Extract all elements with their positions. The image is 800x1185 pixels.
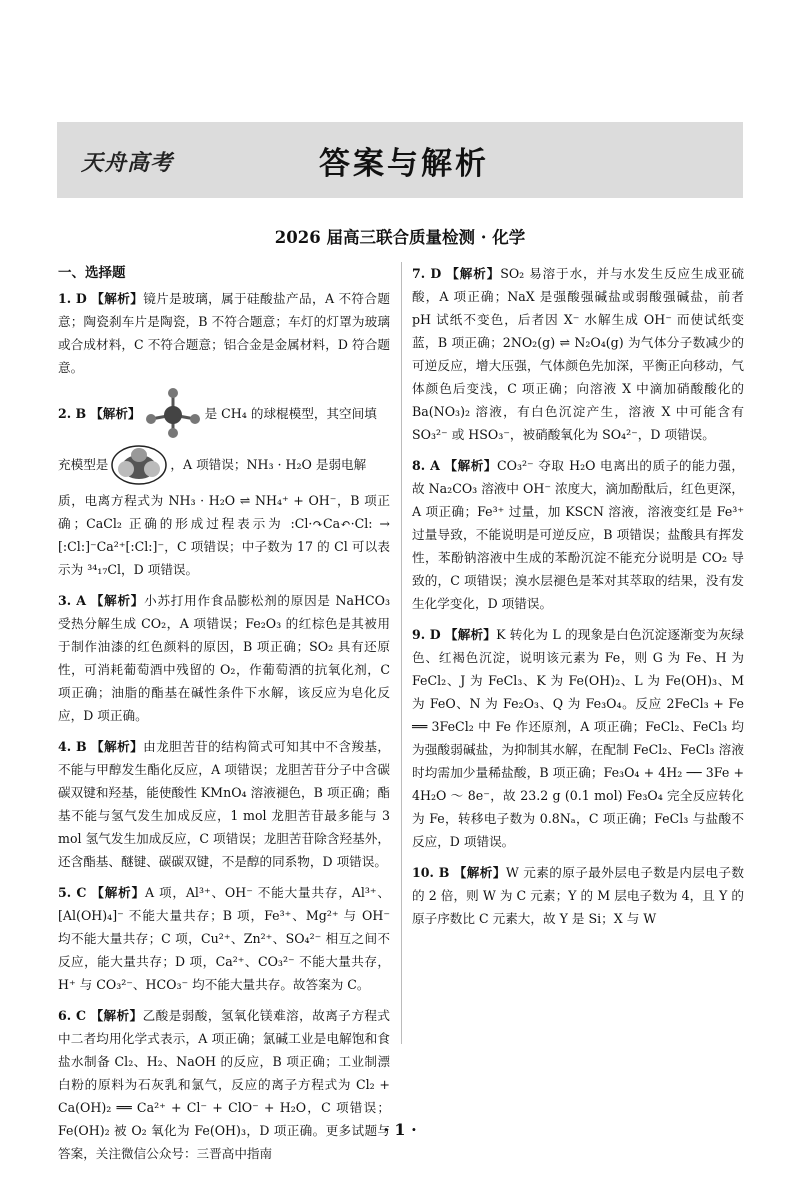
brand-logo: 天舟高考 xyxy=(81,151,174,176)
answer-item-2 xyxy=(58,387,390,581)
answer-number: 8. A xyxy=(412,458,440,473)
answer-item-6 xyxy=(58,1004,390,1165)
answer-text: 镜片是玻璃，属于硅酸盐产品，A 不符合题意；陶瓷刹车片是陶瓷，B 不符合题意；车灯的灯罩为玻璃或合成材料，C 不符合题意；铝合金是金属材料，D 符合题意。 xyxy=(58,291,390,375)
column-divider xyxy=(401,262,402,1044)
answer-text: SO₂ 易溶于水，并与水发生反应生成亚硫酸，A 项正确；NaX 是强酸强碱盐或弱酸强碱盐，前者 pH 试纸不变色，后者因 X⁻ 水解生成 OH⁻ 而使试纸变蓝，B 项正确；2NO₂(g) ⇌ N₂O₄(g) 为气体分子数减少的可逆反应，增大压强，气体颜色先加深，平衡正向移动，气体颜色后变浅，C 项正确；向溶液 X 中滴加硝酸酸化的 Ba(NO₃)₂ 溶液，有白色沉淀产生，溶液 X 中可能含有 SO₃²⁻ 或 HSO₃⁻，被硝酸氧化为 SO₄²⁻，D 项错误。 xyxy=(412,266,745,442)
analysis-tag: 【解析】 xyxy=(453,865,506,880)
answer-number: 4. B xyxy=(58,739,87,754)
answer-text: CO₃²⁻ 夺取 H₂O 电离出的质子的能力强，故 Na₂CO₃ 溶液中 OH⁻ 浓度大，滴加酚酞后，红色更深，A 项正确；Fe³⁺ 过量，加 KSCN 溶液，溶液变红是 Fe³⁺ 过量导致，不能说明是可逆反应，B 项错误；盐酸具有挥发性，苯酚钠溶液中生成的苯酚沉淀不能充分说明是 CO₂ 导致的，C 项错误；溴水层褪色是苯对其萃取的结果，没有发生化学变化，D 项错误。 xyxy=(412,458,745,611)
analysis-tag: 【解析】 xyxy=(90,405,141,421)
answer-item-8 xyxy=(412,454,744,615)
answer-text: A 项，Al³⁺、OH⁻ 不能大量共存，Al³⁺、[Al(OH)₄]⁻ 不能大量共存；B 项，Fe³⁺、Mg²⁺ 与 OH⁻ 均不能大量共存；C 项，Cu²⁺、Zn²⁺、SO₄²⁻ 相互之间不反应，能大量共存；D 项，Ca²⁺、CO₃²⁻ 不能大量共存，H⁺ 与 CO₃²⁻、HCO₃⁻ 均不能大量共存。故答案为 C。 xyxy=(58,885,391,992)
answer-number: 6. C xyxy=(58,1008,87,1023)
section-title: 一、选择题 xyxy=(58,265,126,281)
answer-number: 3. A xyxy=(58,593,87,608)
answer-item-3 xyxy=(58,589,390,727)
answer-item-1 xyxy=(58,287,390,379)
answer-text: 质，电离方程式为 NH₃ · H₂O ⇌ NH₄⁺ + OH⁻，B 项正确；CaCl₂ 正确的形成过程表示为 :Cl·↷Ca↶·Cl: → [:Cl:]⁻Ca²⁺[:Cl:]⁻，C 项错误；中子数为 17 的 Cl 可以表示为 ³⁴₁₇Cl，D 项错误。 xyxy=(58,493,390,577)
answer-item-9 xyxy=(412,623,744,853)
answer-item-7 xyxy=(412,262,744,446)
analysis-tag: 【解析】 xyxy=(91,291,144,306)
answer-item-4 xyxy=(58,735,390,873)
answer-number: 5. C xyxy=(58,885,87,900)
answer-text: ，A 项错误；NH₃ · H₂O 是弱电解 xyxy=(170,456,367,472)
left-column xyxy=(58,262,390,1173)
answer-number: 1. D xyxy=(58,291,87,306)
answer-item-5 xyxy=(58,881,390,996)
answer-number: 9. D xyxy=(412,627,441,642)
analysis-tag: 【解析】 xyxy=(446,266,501,281)
answer-text: 是 CH₄ 的球棍模型，其空间填 xyxy=(204,405,377,421)
analysis-tag: 【解析】 xyxy=(91,739,144,754)
ammonia-space-filling-model xyxy=(108,441,170,487)
space-filling-row xyxy=(58,441,390,487)
answer-text: W 元素的原子最外层电子数是内层电子数的 2 倍，则 W 为 C 元素；Y 的 M 层电子数为 4，且 Y 的原子序数比 C 元素大，故 Y 是 Si；X 与 W xyxy=(412,865,744,926)
analysis-tag: 【解析】 xyxy=(444,627,497,642)
answer-text: 小苏打用作食品膨松剂的原因是 NaHCO₃ 受热分解生成 CO₂，A 项错误；Fe₂O₃ 的红棕色是其被用于制作油漆的红色颜料的原因，B 项正确；SO₂ 具有还原性，可消耗葡萄酒中残留的 O₂，作葡萄酒的抗氧化剂，C 项正确；油脂的酯基在碱性条件下水解，该反应为皂化反应，D 项正确。 xyxy=(58,593,390,723)
page-header xyxy=(57,122,743,198)
page-number: · 1 · xyxy=(383,1120,417,1139)
analysis-tag: 【解析】 xyxy=(90,593,145,608)
answer-text: K 转化为 L 的现象是白色沉淀逐渐变为灰绿色、红褐色沉淀，说明该元素为 Fe，则 G 为 Fe、H 为 FeCl₂、J 为 FeCl₃、K 为 Fe(OH)₂、L 为 Fe(OH)₃、M 为 FeO、N 为 Fe₂O₃、Q 为 Fe₃O₄。反应 2FeCl₃ + Fe ══ 3FeCl₂ 中 Fe 作还原剂，A 项正确；FeCl₂、FeCl₃ 均为强酸弱碱盐，为抑制其水解，在配制 FeCl₂、FeCl₃ 溶液时均需加少量稀盐酸，B 项正确；Fe₃O₄ + 4H₂ ── 3Fe + 4H₂O ～ 8e⁻，故 23.2 g (0.1 mol) Fe₃O₄ 完全反应转化为 Fe，转移电子数为 0.8Nₐ，C 项正确；FeCl₃ 与盐酸不反应，D 项错误。 xyxy=(412,627,745,849)
answer-number: 7. D xyxy=(412,266,442,281)
right-column xyxy=(412,262,744,938)
answer-text: 充模型是 xyxy=(58,456,109,472)
answer-text: 乙酸是弱酸，氢氧化镁难溶，故离子方程式中二者均用化学式表示，A 项正确；氯碱工业是电解饱和食盐水制备 Cl₂、H₂、NaOH 的反应，B 项正确；工业制漂白粉的原料为石灰乳和氯气，反应的离子方程式为 Cl₂ + Ca(OH)₂ ══ Ca²⁺ + Cl⁻ + ClO⁻ + H₂O，C 项错误；Fe(OH)₂ 被 O₂ 氧化为 Fe(OH)₃，D 项正确。更多试题与答案，关注微信公众号：三晋高中指南 xyxy=(58,1008,390,1161)
answer-number: 10. B xyxy=(412,865,450,880)
answer-text: 由龙胆苦苷的结构简式可知其中不含羧基，不能与甲醇发生酯化反应，A 项错误；龙胆苦苷分子中含碳碳双键和羟基，能使酸性 KMnO₄ 溶液褪色，B 项正确；酯基不能与氢气发生加成反应，1 mol 龙胆苦苷最多能与 3 mol 氢气发生加成反应，C 项错误；龙胆苦苷除含羟基外，还含酯基、醚键、碳碳双键，不是醇的同系物，D 项错误。 xyxy=(58,739,391,869)
analysis-tag: 【解析】 xyxy=(91,885,146,900)
document-subtitle: 2026 届高三联合质量检测 · 化学 xyxy=(274,228,526,247)
header-title: 答案与解析 xyxy=(319,146,489,182)
methane-ball-stick-model xyxy=(141,387,205,439)
ball-stick-row xyxy=(58,387,390,439)
answer-item-10 xyxy=(412,861,744,930)
answer-number: 2. B xyxy=(58,405,87,421)
analysis-tag: 【解析】 xyxy=(90,1008,143,1023)
analysis-tag: 【解析】 xyxy=(444,458,497,473)
